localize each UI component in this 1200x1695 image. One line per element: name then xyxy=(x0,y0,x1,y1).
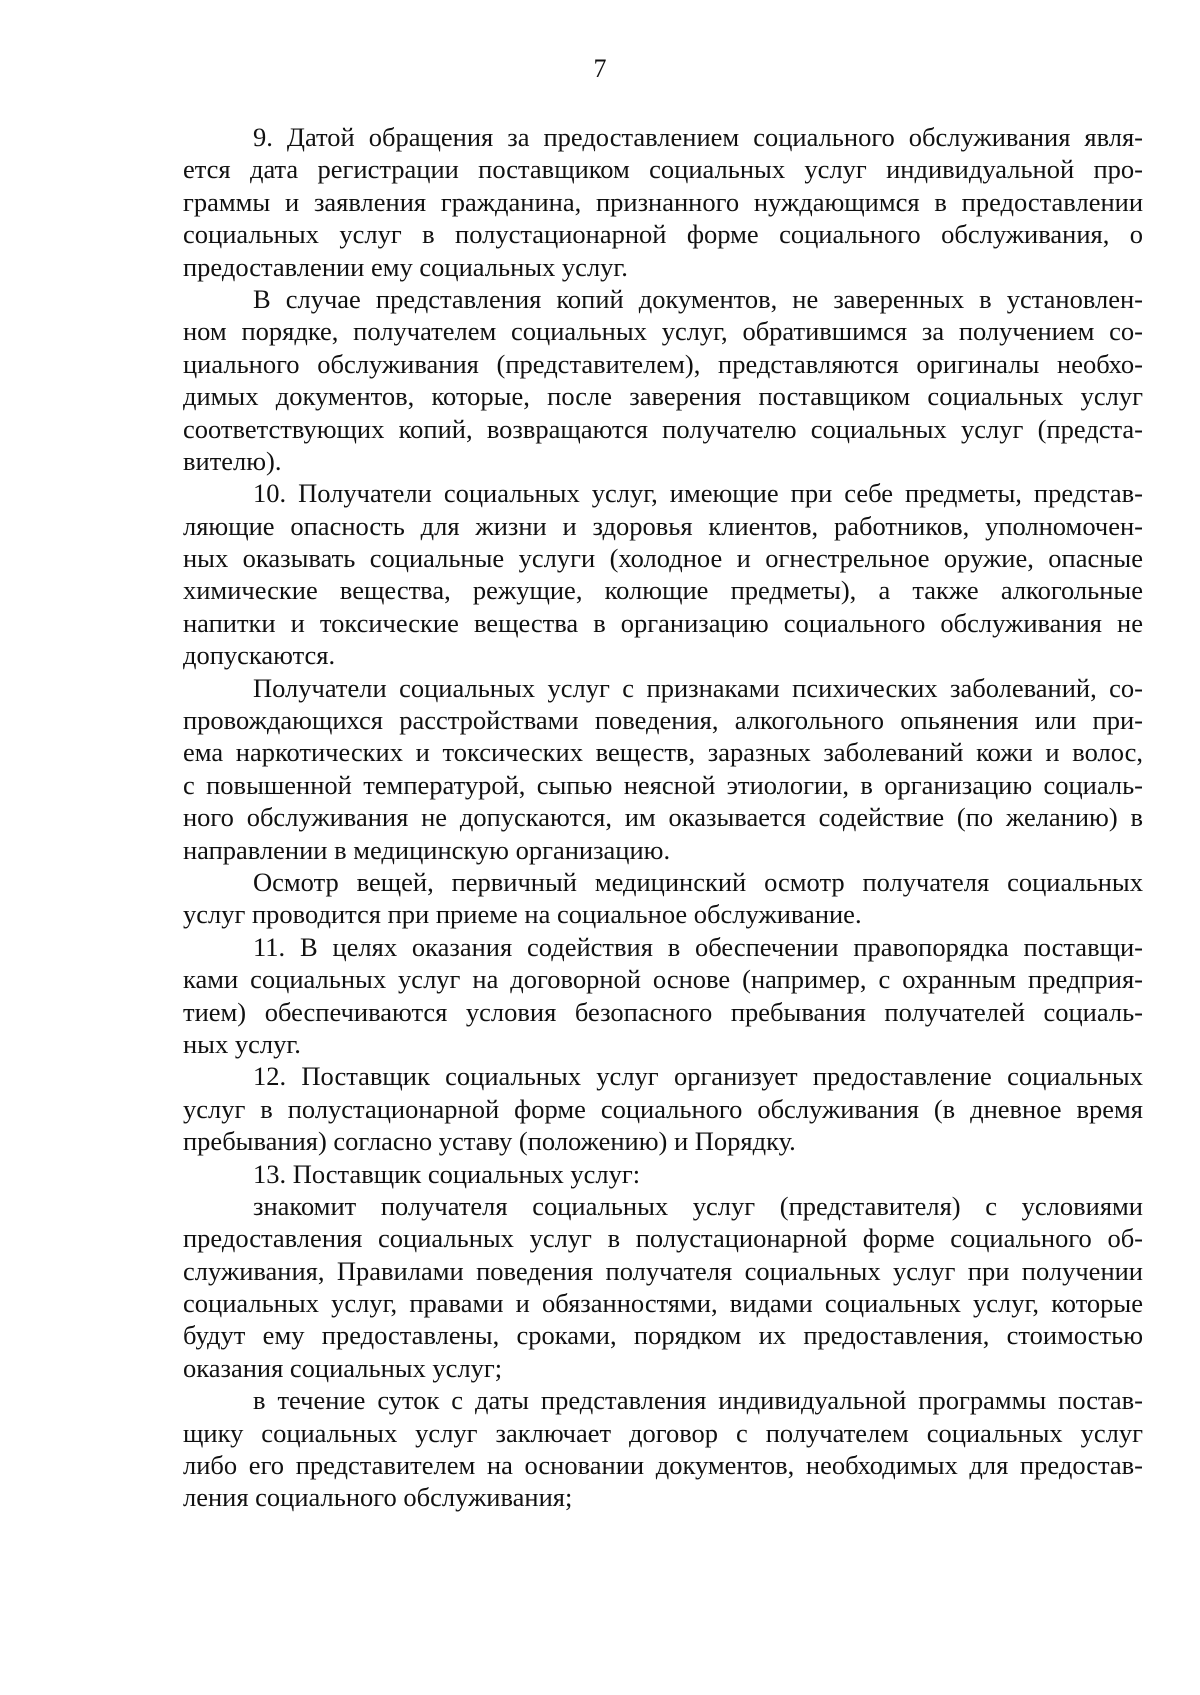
text-line: направлении в медицинскую организацию. xyxy=(183,834,671,865)
paragraph-p10 xyxy=(183,477,1143,671)
text-line: димых документов, которые, после заверения поставщиком социальных услуг xyxy=(183,381,1143,412)
text-line: напитки и токсические вещества в организацию социального обслуживания не xyxy=(183,607,1143,638)
paragraph-p10c xyxy=(183,866,1143,931)
text-line: будут ему предоставлены, сроками, порядком их предоставления, стоимостью xyxy=(183,1320,1143,1351)
text-line: ных услуг. xyxy=(183,1028,301,1059)
page-number: 7 xyxy=(593,54,607,83)
text-line: циального обслуживания (представителем), представляются оригиналы необхо- xyxy=(183,348,1143,379)
text-line: 11. В целях оказания содействия в обеспечении правопорядка поставщи- xyxy=(253,931,1143,962)
text-line: В случае представления копий документов, не заверенных в установлен- xyxy=(253,283,1143,314)
text-line: провождающихся расстройствами поведения, алкогольного опьянения или при- xyxy=(183,705,1143,736)
text-line: социальных услуг в полустационарной форме социального обслуживания, о xyxy=(183,219,1143,250)
paragraph-p9 xyxy=(183,121,1143,283)
text-line: химические вещества, режущие, колющие предметы), а также алкогольные xyxy=(183,575,1143,606)
paragraph-p11 xyxy=(183,931,1143,1061)
paragraph-p13b xyxy=(183,1384,1143,1514)
text-line: граммы и заявления гражданина, признанного нуждающимся в предоставлении xyxy=(183,186,1143,217)
text-line: ется дата регистрации поставщиком социальных услуг индивидуальной про- xyxy=(183,154,1143,185)
text-line: знакомит получателя социальных услуг (представителя) с условиями xyxy=(253,1190,1143,1221)
paragraph-p12 xyxy=(183,1060,1143,1157)
text-line: ных оказывать социальные услуги (холодное и огнестрельное оружие, опасные xyxy=(183,543,1143,574)
text-line: Получатели социальных услуг с признаками психических заболеваний, со- xyxy=(253,672,1143,703)
text-line: 10. Получатели социальных услуг, имеющие при себе предметы, представ- xyxy=(253,478,1143,509)
text-line: предоставления социальных услуг в полустационарной форме социального об- xyxy=(183,1223,1143,1254)
paragraph-p13a xyxy=(183,1190,1143,1384)
text-line: социальных услуг, правами и обязанностями, видами социальных услуг, которые xyxy=(183,1288,1143,1319)
paragraph-p13 xyxy=(183,1158,1143,1190)
text-line: ного обслуживания не допускаются, им оказывается содействие (по желанию) в xyxy=(183,802,1143,833)
text-line: с повышенной температурой, сыпью неясной этиологии, в организацию социаль- xyxy=(183,769,1143,800)
text-line: пребывания) согласно уставу (положению) и Порядку. xyxy=(183,1126,796,1157)
text-line: 13. Поставщик социальных услуг: xyxy=(253,1158,641,1189)
paragraph-p10b xyxy=(183,672,1143,866)
document-body xyxy=(183,121,1143,1514)
text-line: щику социальных услуг заключает договор с получателем социальных услуг xyxy=(183,1417,1143,1448)
text-line: 12. Поставщик социальных услуг организует предоставление социальных xyxy=(253,1061,1143,1092)
text-line: ном порядке, получателем социальных услуг, обратившимся за получением со- xyxy=(183,316,1143,347)
text-line: вителю). xyxy=(183,445,282,476)
text-line: либо его представителем на основании документов, необходимых для предостав- xyxy=(183,1450,1143,1481)
text-line: служивания, Правилами поведения получателя социальных услуг при получении xyxy=(183,1255,1143,1286)
text-line: услуг в полустационарной форме социального обслуживания (в дневное время xyxy=(183,1093,1143,1124)
text-line: предоставлении ему социальных услуг. xyxy=(183,251,628,282)
text-line: ема наркотических и токсических веществ, заразных заболеваний кожи и волос, xyxy=(183,737,1143,768)
text-line: ляющие опасность для жизни и здоровья клиентов, работников, уполномочен- xyxy=(183,510,1143,541)
text-line: оказания социальных услуг; xyxy=(183,1352,503,1383)
text-line: ками социальных услуг на договорной основе (например, с охранным предприя- xyxy=(183,964,1143,995)
text-line: тием) обеспечиваются условия безопасного пребывания получателей социаль- xyxy=(183,996,1143,1027)
text-line: в течение суток с даты представления индивидуальной программы постав- xyxy=(253,1385,1143,1416)
text-line: услуг проводится при приеме на социальное обслуживание. xyxy=(183,899,862,930)
text-line: ления социального обслуживания; xyxy=(183,1482,573,1513)
paragraph-p9b xyxy=(183,283,1143,477)
text-line: допускаются. xyxy=(183,640,336,671)
text-line: 9. Датой обращения за предоставлением социального обслуживания явля- xyxy=(253,122,1143,152)
text-line: соответствующих копий, возвращаются получателю социальных услуг (предста- xyxy=(183,413,1143,444)
text-line: Осмотр вещей, первичный медицинский осмотр получателя социальных xyxy=(253,866,1143,897)
